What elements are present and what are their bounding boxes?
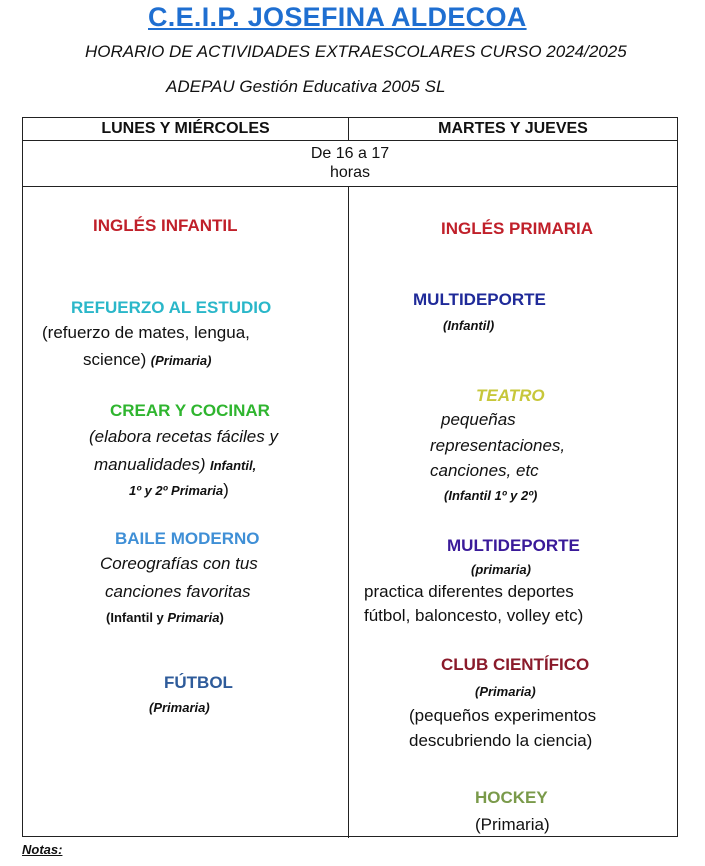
activity-baile-desc1: Coreografías con tus (100, 554, 258, 573)
column-divider (348, 186, 349, 838)
activity-teatro-desc3: canciones, etc (430, 461, 539, 480)
activity-baile-level-b: Primaria (167, 610, 220, 625)
time-divider (23, 186, 677, 187)
header-divider (23, 140, 677, 141)
activity-baile-line3 (106, 609, 224, 627)
activity-refuerzo-line2 (83, 350, 211, 370)
notes-label: Notas: (22, 842, 63, 857)
column-header-left: LUNES Y MIÉRCOLES (101, 120, 270, 137)
activity-multideporte2-title: MULTIDEPORTE (447, 536, 580, 555)
time-slot (23, 144, 677, 182)
activity-refuerzo-desc2: science) (83, 350, 147, 369)
activity-baile-title: BAILE MODERNO (115, 529, 260, 548)
activity-ingles-primaria: INGLÉS PRIMARIA (441, 219, 594, 238)
activity-crear-line3 (129, 480, 229, 500)
activity-multideporte2-desc2: fútbol, baloncesto, volley etc) (364, 606, 584, 625)
activity-teatro-title: TEATRO (476, 386, 545, 405)
activity-ingles-infantil: INGLÉS INFANTIL (93, 216, 238, 235)
activity-club-level: (Primaria) (475, 684, 536, 699)
activity-crear-level2: 1º y 2º Primaria (129, 483, 224, 498)
activity-teatro-level: (Infantil 1º y 2º) (444, 488, 538, 503)
activity-multideporte2-level: (primaria) (471, 562, 531, 577)
activity-multideporte2-desc1: practica diferentes deportes (364, 582, 574, 601)
activity-crear-level1: Infantil, (209, 458, 257, 473)
school-name: C.E.I.P. JOSEFINA ALDECOA (148, 2, 527, 32)
activity-multideporte1-title: MULTIDEPORTE (413, 290, 546, 309)
activity-refuerzo-desc1: (refuerzo de mates, lengua, (42, 323, 250, 342)
activity-club-title: CLUB CIENTÍFICO (441, 655, 590, 674)
schedule-table (22, 117, 678, 837)
activity-multideporte1-level: (Infantil) (443, 318, 495, 333)
activity-futbol-title: FÚTBOL (164, 673, 233, 692)
activity-refuerzo-level: (Primaria) (150, 353, 212, 368)
schedule-subtitle: HORARIO DE ACTIVIDADES EXTRAESCOLARES CURSO 2024/2025 (85, 42, 627, 61)
activity-refuerzo-title: REFUERZO AL ESTUDIO (71, 298, 272, 317)
activity-crear-title: CREAR Y COCINAR (110, 401, 270, 420)
activity-crear-close: ) (223, 480, 229, 499)
column-header-right: MARTES Y JUEVES (438, 120, 588, 137)
activity-teatro-desc1: pequeñas (441, 410, 516, 429)
activity-teatro-desc2: representaciones, (430, 436, 566, 455)
activity-crear-desc2: manualidades) (94, 455, 206, 474)
company-name: ADEPAU Gestión Educativa 2005 SL (166, 77, 446, 96)
activity-crear-desc1: (elabora recetas fáciles y (89, 427, 278, 446)
activity-baile-desc2: canciones favoritas (105, 582, 251, 601)
time-slot-line2: horas (329, 164, 371, 181)
activity-club-desc2: descubriendo la ciencia) (409, 731, 593, 750)
activity-club-desc1: (pequeños experimentos (409, 706, 597, 725)
time-slot-line1: De 16 a 17 (310, 145, 390, 162)
activity-crear-line2 (94, 455, 256, 475)
activity-hockey-level: (Primaria) (475, 815, 550, 834)
activity-hockey-title: HOCKEY (475, 788, 548, 807)
activity-futbol-level: (Primaria) (149, 700, 210, 715)
activity-baile-level-c: ) (219, 610, 224, 625)
activity-baile-level-a: (Infantil y (106, 610, 168, 625)
